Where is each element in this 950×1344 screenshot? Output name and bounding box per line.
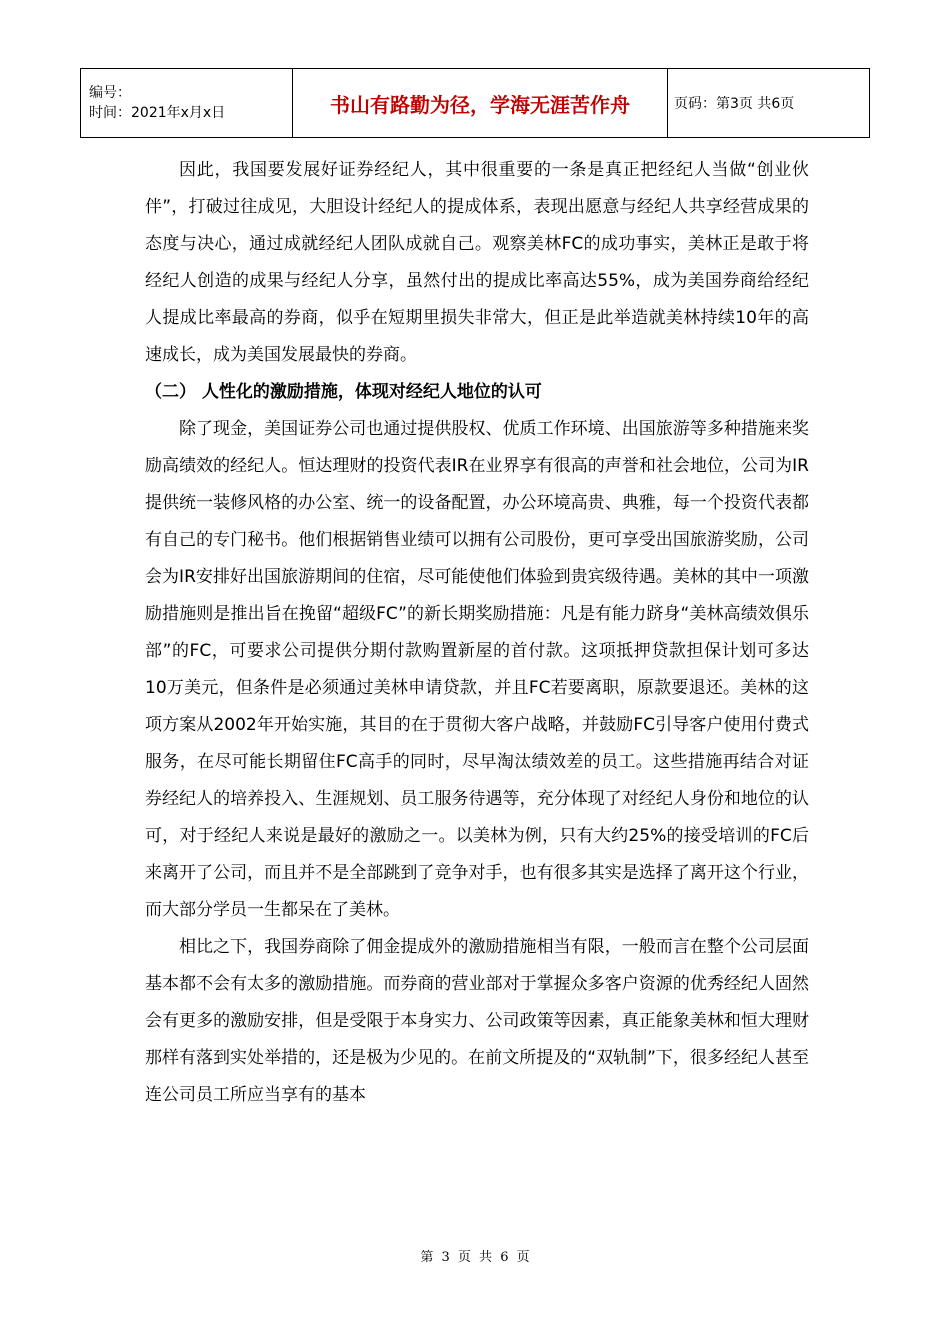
body-paragraph: 因此，我国要发展好证券经纪人，其中很重要的一条是真正把经纪人当做“创业伙伴”，打破过往成见，大胆设计经纪人的提成体系，表现出愿意与经纪人共享经营成果的态度与决心，通过成就经纪人团队成就自己。观察美林FC的成功事实，美林正是敢于将经纪人创造的成果与经纪人分享，虽然付出的提成比率高达55%，成为美国券商给经纪人提成比率最高的券商，似乎在短期里损失非常大，但正是此举造就美林持续10年的高速成长，成为美国发展最快的券商。: [145, 160, 809, 365]
section-heading: （二） 人性化的激励措施，体现对经纪人地位的认可: [145, 382, 542, 402]
document-header: [80, 68, 870, 138]
header-page-info: 页码：第3页 共6页: [668, 69, 870, 138]
document-body: [145, 152, 809, 1114]
page-footer: 第 3 页 共 6 页: [420, 1250, 530, 1265]
doc-time-label: 时间：2021年x月x日: [89, 105, 226, 121]
header-meta: [81, 69, 293, 138]
body-paragraph: 除了现金，美国证券公司也通过提供股权、优质工作环境、出国旅游等多种措施来奖励高绩效的经纪人。恒达理财的投资代表IR在业界享有很高的声誉和社会地位，公司为IR提供统一装修风格的办公室、统一的设备配置，办公环境高贵、典雅，每一个投资代表都有自己的专门秘书。他们根据销售业绩可以拥有公司股份，更可享受出国旅游奖励，公司会为IR安排好出国旅游期间的住宿，尽可能使他们体验到贵宾级待遇。美林的其中一项激励措施则是推出旨在挽留“超级FC”的新长期奖励措施：凡是有能力跻身“美林高绩效俱乐部”的FC，可要求公司提供分期付款购置新屋的首付款。这项抵押贷款担保计划可多达10万美元，但条件是必须通过美林申请贷款，并且FC若要离职，原款要退还。美林的这项方案从2002年开始实施，其目的在于贯彻大客户战略，并鼓励FC引导客户使用付费式服务，在尽可能长期留住FC高手的同时，尽早淘汰绩效差的员工。这些措施再结合对证券经纪人的培养投入、生涯规划、员工服务待遇等，充分体现了对经纪人身份和地位的认可，对于经纪人来说是最好的激励之一。以美林为例，只有大约25%的接受培训的FC后来离开了公司，而且并不是全部跳到了竞争对手，也有很多其实是选择了离开这个行业，而大部分学员一生都呆在了美林。: [145, 419, 809, 920]
body-paragraph: 相比之下，我国券商除了佣金提成外的激励措施相当有限，一般而言在整个公司层面基本都不会有太多的激励措施。而券商的营业部对于掌握众多客户资源的优秀经纪人固然会有更多的激励安排，但是受限于本身实力、公司政策等因素，真正能象美林和恒大理财那样有落到实处举措的，还是极为少见的。在前文所提及的“双轨制”下，很多经纪人甚至连公司员工所应当享有的基本: [145, 937, 809, 1105]
doc-number-label: 编号：: [89, 85, 131, 101]
header-motto: 书山有路勤为径，学海无涯苦作舟: [293, 69, 668, 138]
